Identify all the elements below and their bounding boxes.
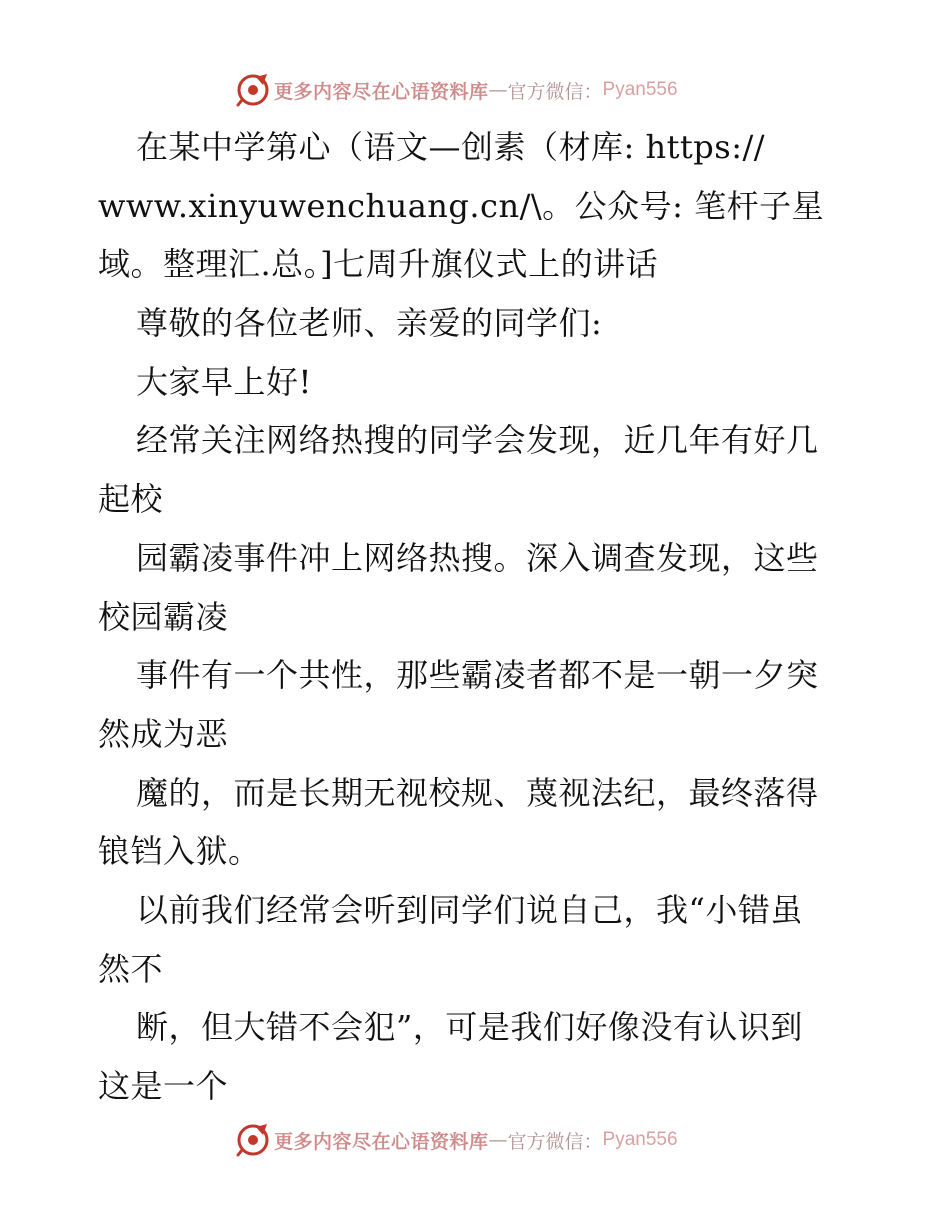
text-line: 起校 [98,480,164,519]
text-line: 尊敬的各位老师、亲爱的同学们: [136,304,603,343]
text-line: 以前我们经常会听到同学们说自己，我“小错虽 [136,890,803,929]
text-line: www.xinyuwenchuang.cn/\。公众号: 笔杆子星 [98,186,825,225]
text-line: 校园霸凌 [98,597,229,636]
footer-wechat-id: Pyan556 [602,1129,678,1150]
text-line: 大家早上好! [136,362,312,401]
text-line: 魔的，而是长期无视校规、蔑视法纪，最终落得 [136,773,819,812]
text-line: 断，但大错不会犯”，可是我们好像没有认识到 [136,1008,803,1047]
brand-logo-icon [236,73,270,107]
brand-logo-icon [236,1123,270,1157]
text-line: 在某中学第心（语文—创素（材库: https:// [136,128,766,166]
footer-wechat-label: 官方微信： [507,1130,603,1153]
header-wechat-id: Pyan556 [602,79,678,100]
text-line: 这是一个 [98,1067,229,1105]
footer-dash: — [488,1129,508,1151]
text-line: 事件有一个共性，那些霸凌者都不是一朝一夕突 [136,656,819,695]
document-body [98,118,858,1116]
text-line: 然成为恶 [98,714,229,753]
header-banner [236,72,756,108]
footer-banner [236,1122,756,1158]
text-line: 然不 [98,949,164,988]
footer-brand-text: 更多内容尽在心语资料库 [274,1130,489,1153]
header-dash: — [488,79,508,101]
header-wechat-label: 官方微信： [507,80,603,103]
text-line: 园霸凌事件冲上网络热搜。深入调查发现，这些 [136,538,819,577]
text-line: 经常关注网络热搜的同学会发现，近几年有好几 [136,421,819,460]
text-line: 域。整理汇.总。]七周升旗仪式上的讲话 [98,245,659,284]
header-brand-text: 更多内容尽在心语资料库 [274,80,489,103]
text-line: 锒铛入狱。 [98,832,261,871]
